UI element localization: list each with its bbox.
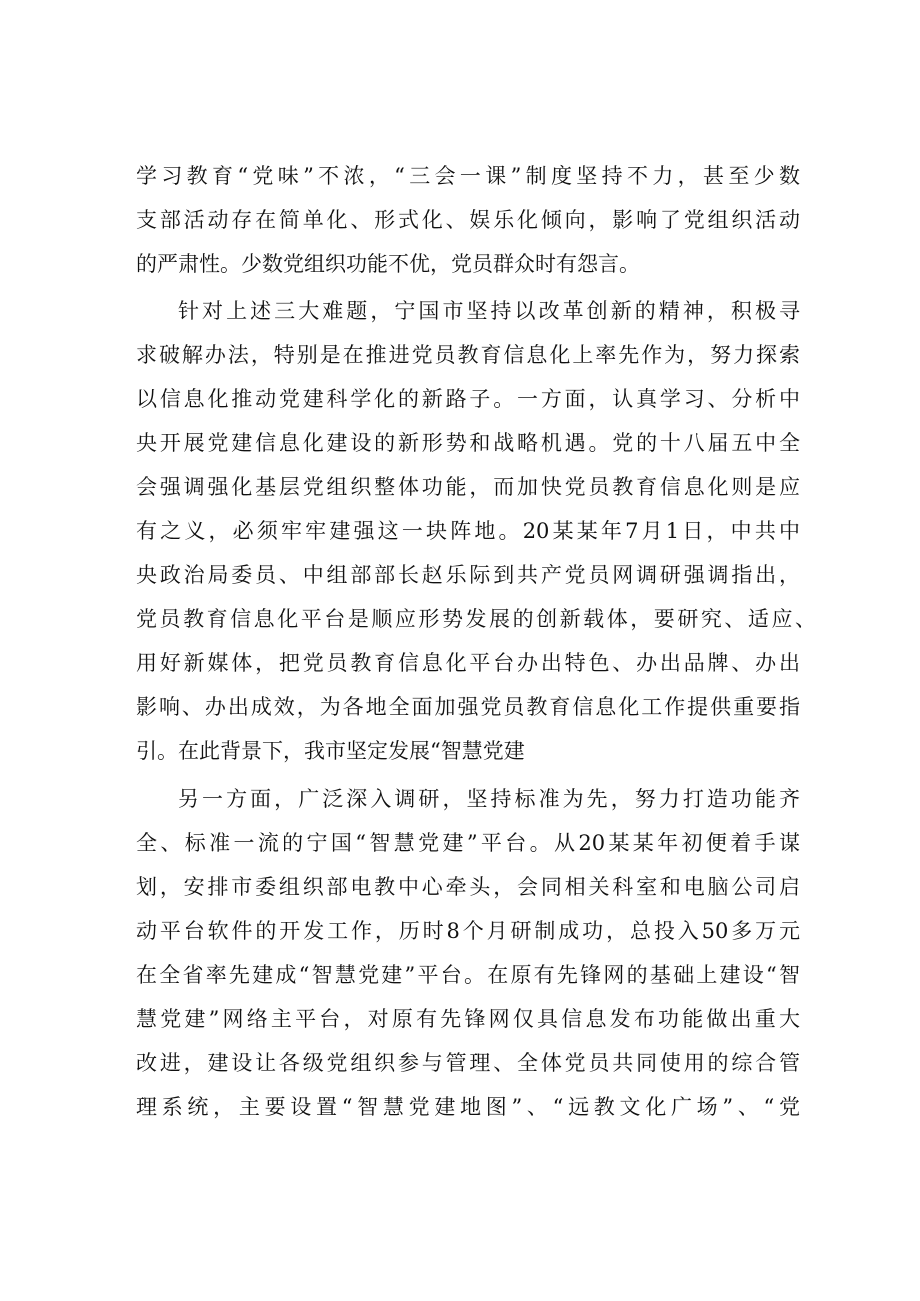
text-line: 央开展党建信息化建设的新形势和战略机遇。党的十八届五中全 bbox=[136, 431, 800, 455]
text-line: 的严肃性。少数党组织功能不优，党员群众时有怨言。 bbox=[136, 252, 640, 276]
text-line: 全、标准一流的宁国“智慧党建”平台。从20某某年初便着手谋 bbox=[136, 831, 800, 855]
text-line: 动平台软件的开发工作，历时8个月研制成功，总投入50多万元 bbox=[136, 919, 800, 943]
text-line: 在全省率先建成“智慧党建”平台。在原有先锋网的基础上建设“智 bbox=[136, 963, 800, 987]
text-line: 引。在此背景下，我市坚定发展“智慧党建 bbox=[136, 739, 525, 763]
text-line: 慧党建”网络主平台，对原有先锋网仅具信息发布功能做出重大 bbox=[136, 1007, 800, 1031]
text-line: 央政治局委员、中组部部长赵乐际到共产党员网调研强调指出， bbox=[136, 563, 800, 587]
text-line: 针对上述三大难题，宁国市坚持以改革创新的精神，积极寻 bbox=[178, 299, 800, 323]
text-line: 改进，建设让各级党组织参与管理、全体党员共同使用的综合管 bbox=[136, 1051, 800, 1075]
text-line: 划，安排市委组织部电教中心牵头，会同相关科室和电脑公司启 bbox=[136, 875, 800, 899]
text-line: 学习教育“党味”不浓，“三会一课”制度坚持不力，甚至少数 bbox=[136, 164, 800, 188]
text-line: 党员教育信息化平台是顺应形势发展的创新载体，要研究、适应、 bbox=[136, 607, 816, 631]
text-line: 用好新媒体，把党员教育信息化平台办出特色、办出品牌、办出 bbox=[136, 651, 800, 675]
text-line: 会强调强化基层党组织整体功能，而加快党员教育信息化则是应 bbox=[136, 475, 800, 499]
text-line: 求破解办法，特别是在推进党员教育信息化上率先作为，努力探索 bbox=[136, 343, 800, 367]
text-line: 理系统，主要设置“智慧党建地图”、“远教文化广场”、“党 bbox=[136, 1095, 800, 1119]
text-line: 有之义，必须牢牢建强这一块阵地。20某某年7月1日，中共中 bbox=[136, 519, 800, 543]
text-line: 影响、办出成效，为各地全面加强党员教育信息化工作提供重要指 bbox=[136, 695, 800, 719]
text-line: 支部活动存在简单化、形式化、娱乐化倾向，影响了党组织活动 bbox=[136, 208, 800, 232]
text-line: 另一方面，广泛深入调研，坚持标准为先，努力打造功能齐 bbox=[178, 787, 800, 811]
text-line: 以信息化推动党建科学化的新路子。一方面，认真学习、分析中 bbox=[136, 387, 800, 411]
